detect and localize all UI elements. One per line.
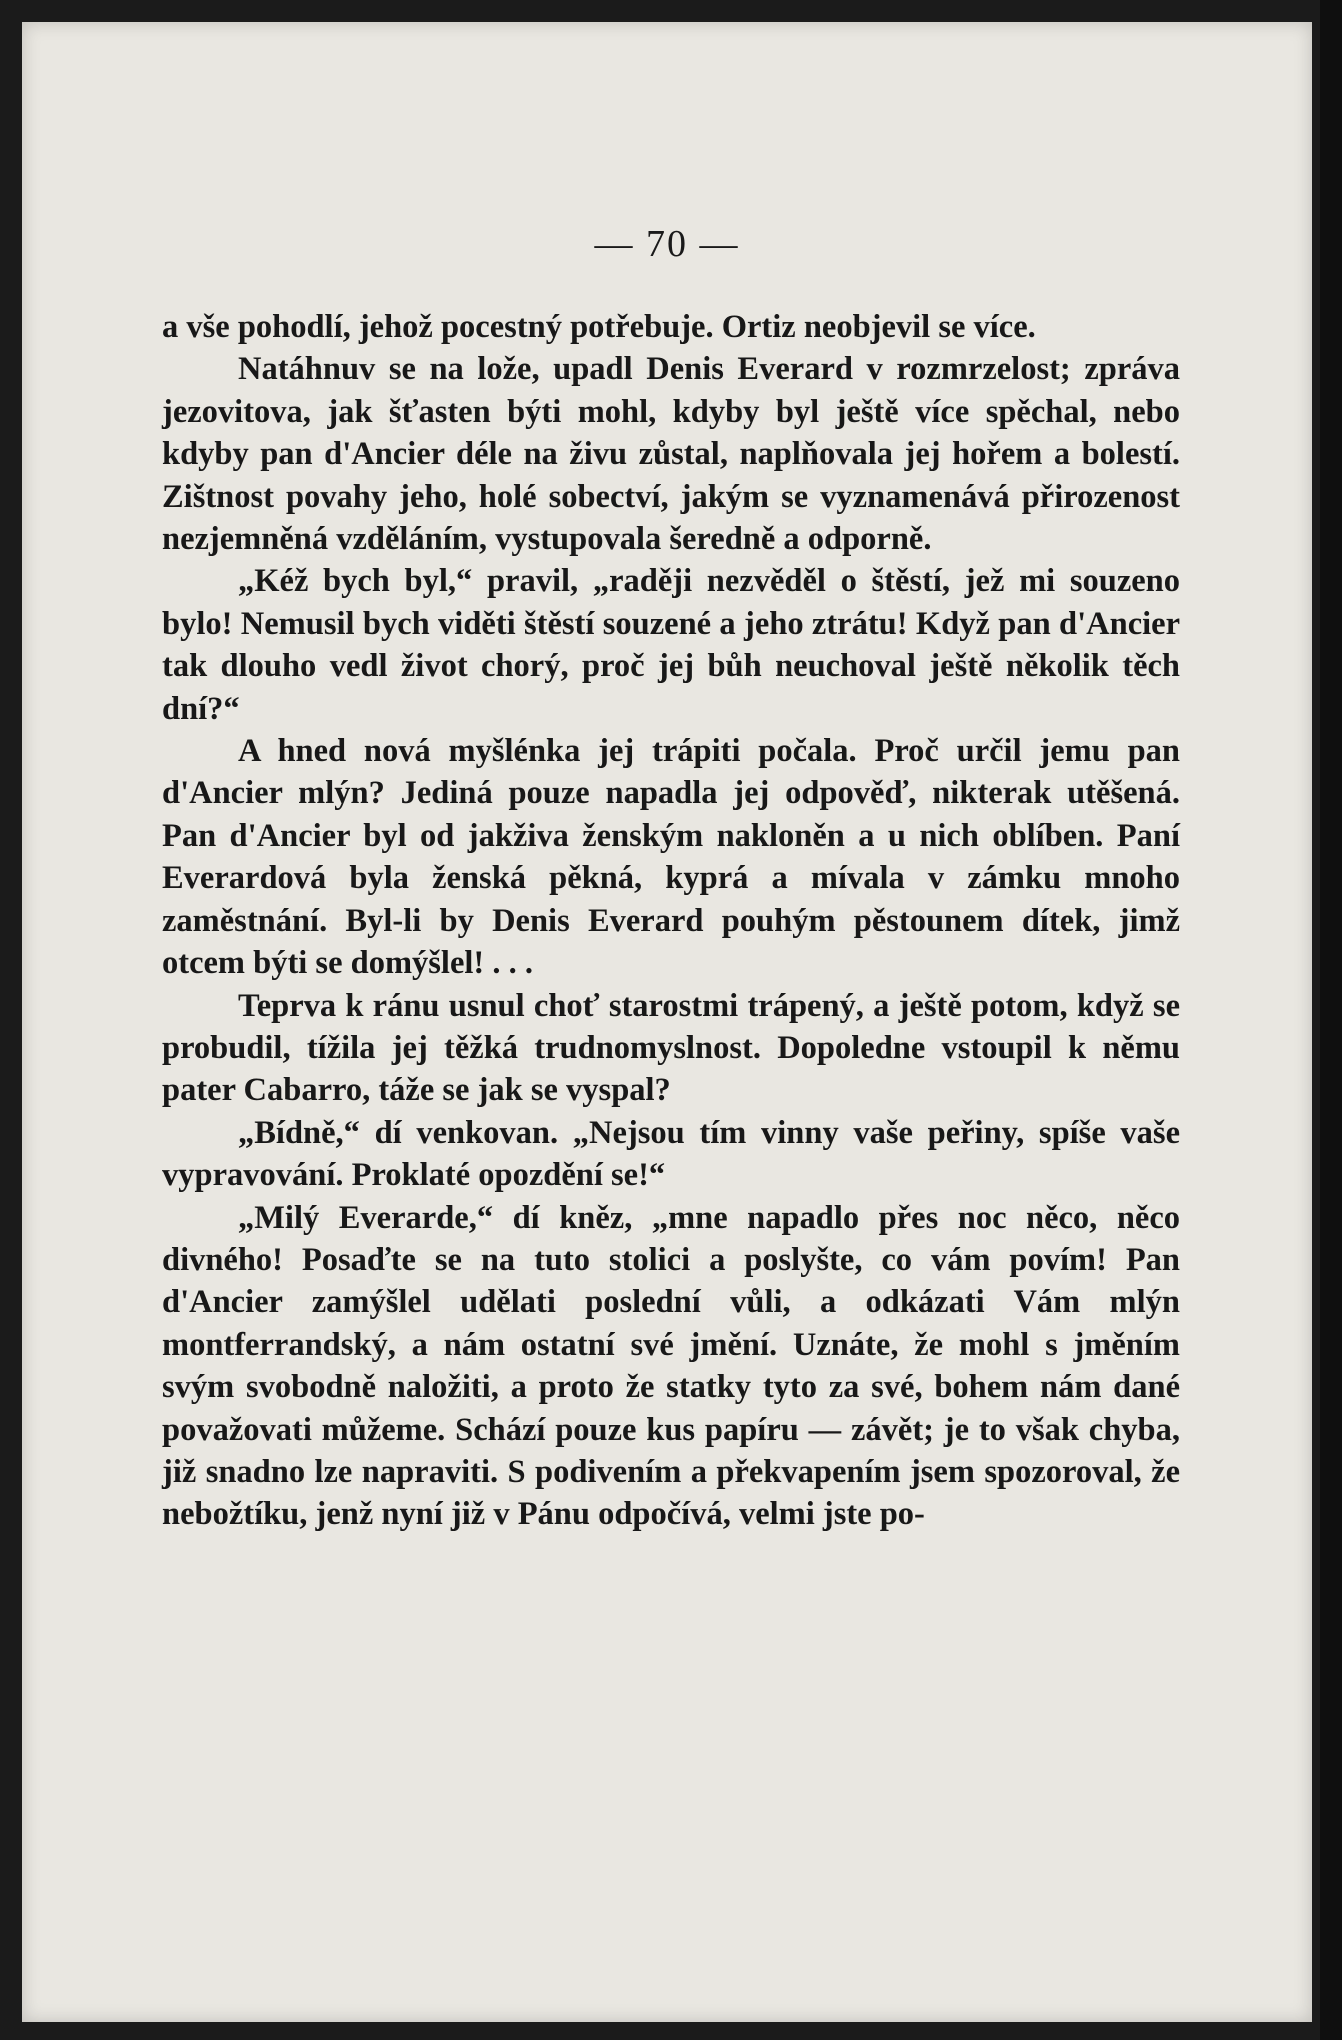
- body-text: [162, 306, 1180, 1536]
- paragraph: Natáhnuv se na lože, upadl Denis Everard v rozmrzelost; zpráva jezovitova, jak šťasten býti mohl, kdyby byl ještě více spěchal, nebo kdyby pan d'Ancier déle na živu zůstal, naplňovala jej hořem a bolestí. Zištnost povahy jeho, holé sobectví, jakým se vyznamenává přirozenost nezjemněná vzděláním, vystupovala šeredně a odporně.: [162, 351, 1180, 558]
- paragraph: „Milý Everarde,“ dí kněz, „mne napadlo přes noc něco, něco divného! Posaďte se na tuto stolici a poslyšte, co vám povím! Pan d'Ancier zamýšlel udělati poslední vůli, a odkázati Vám mlýn montferrandský, a nám ostatní své jmění. Uznáte, že mohl s jměním svým svobodně naložiti, a proto že statky tyto za své, bohem nám dané považovati můžeme. Schází pouze kus papíru — závět; je to však chyba, již snadno lze napraviti. S podivením a překvapením jsem spozoroval, že nebožtíku, jenž nyní již v Pánu odpočívá, velmi jste po-: [162, 1199, 1180, 1533]
- paragraph: A hned nová myšlénka jej trápiti počala. Proč určil jemu pan d'Ancier mlýn? Jediná pouze napadla jej odpověď, nikterak utěšená. Pan d'Ancier byl od jakživa ženským nakloněn a u nich oblíben. Paní Everardová byla ženská pěkná, kyprá a mívala v zámku mnoho zaměstnání. Byl-li by Denis Everard pouhým pěstounem dítek, jimž otcem býti se domýšlel! . . .: [162, 733, 1180, 982]
- paragraph: „Kéž bych byl,“ pravil, „raději nezvěděl o štěstí, jež mi souzeno bylo! Nemusil bych viděti štěstí souzené a jeho ztrátu! Když pan d'Ancier tak dlouho vedl život chorý, proč jej bůh neuchoval ještě několik těch dní?“: [162, 563, 1180, 727]
- page-number: — 70 —: [594, 223, 740, 265]
- paragraph: a vše pohodlí, jehož pocestný potřebuje. Ortiz neobjevil se více.: [162, 309, 1036, 345]
- page-edge: [1320, 0, 1342, 2040]
- book-page: [22, 22, 1312, 2022]
- paragraph: „Bídně,“ dí venkovan. „Nejsou tím vinny vaše peřiny, spíše vaše vypravování. Proklaté opozdění se!“: [162, 1114, 1180, 1194]
- paragraph: Teprva k ránu usnul choť starostmi trápený, a ještě potom, když se probudil, tížila jej těžká trudnomyslnost. Dopoledne vstoupil k němu pater Cabarro, táže se jak se vyspal?: [162, 987, 1180, 1109]
